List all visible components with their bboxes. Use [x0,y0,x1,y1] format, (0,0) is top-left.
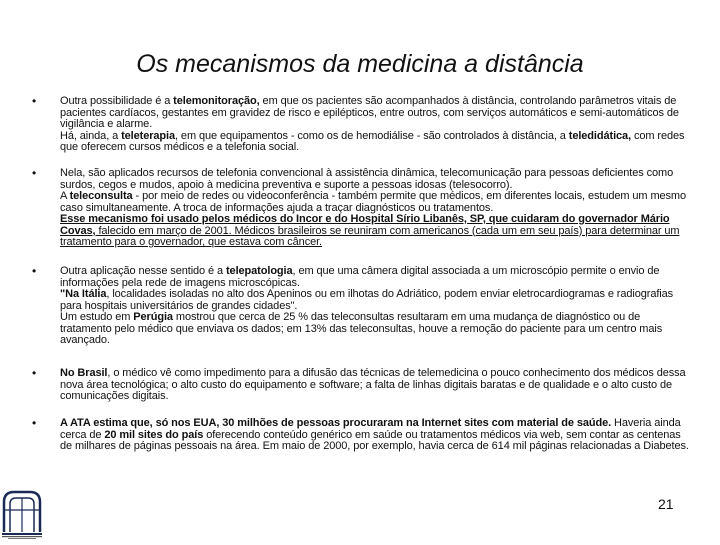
paragraph-telepatologia: Outra aplicação nesse sentido é a telepatologia, em que uma câmera digital associada a um microscópio permite o envio de informações pela rede de imagens microscópicas. "Na Itália, localidades isoladas no alto dos Apeninos ou em ilhotas do Adriático, podem enviar eletrocardiogramas e radiografias para hospitais universitários de grandes cidades". Um estudo em Perúgia mostrou que cerca de 25 % das teleconsultas resultaram em uma mudança de diagnóstico ou de tratamento pelo médico que enviava os dados; em 13% das teleconsultas, houve a remoção do paciente para um centro mais avançado. [60,265,674,346]
paragraph-telemonitoracao: Outra possibilidade é a telemonitoração, em que os pacientes são acompanhados à distância, controlando parâmetros vitais de pacientes cardíacos, gestantes em gravidez de risco e epilépticos, entre outros, com serviços automáticos e semi-automáticos de vigilância e alarme. Há, ainda, a teleterapia, em que equipamentos - como os de hemodiálise - são controlados à distância, a teledidática, com redes que oferecem cursos médicos e a telefonia social. [60,95,685,153]
paragraph-brasil: No Brasil, o médico vê como impedimento para a difusão das técnicas de telemedicina o pouco conhecimento dos médicos dessa nova área tecnológica; o alto custo do equipamento e software; a falta de linhas digitais baratas e de qualidade e o alto custo de comunicações digitais. [60,367,686,402]
paragraph-ata: A ATA estima que, só nos EUA, 30 milhões de pessoas procuraram na Internet sites com material de saúde. Haveria ainda cerca de 20 mil sites do país oferecendo conteúdo genérico em saúde ou tratamentos médicos via web, sem contar as centenas de milhares de páginas pessoais na área. Em maio de 2000, por exemplo, havia cerca de 614 mil páginas relacionadas a Diabetes. [60,417,689,452]
institution-logo [0,488,44,540]
bullet-icon: • [32,366,37,380]
bullet-icon: • [32,416,37,430]
paragraph-teleconsulta: Nela, são aplicados recursos de telefonia convencional à assistência dinâmica, telecomunicação para pessoas deficientes como surdos, cegos e mudos, apoio à medicina preventiva e suporte a pessoas idosas (telesocorro). A teleconsulta - por meio de redes ou videoconferência - também permite que médicos, em diferentes locais, estudem um mesmo caso simultaneamente. A troca de informações ajuda a traçar diagnósticos ou tratamentos. Esse mecanismo foi usado pelos médicos do Incor e do Hospital Sírio Libanês, SP, que cuidaram do governador Mário Covas, falecido em março de 2001. Médicos brasileiros se reuniram com americanos (cada um em seu país) para determinar um tratamento para o governador, que estava com câncer. [60,167,687,248]
bullet-icon: • [32,264,37,278]
bullet-icon: • [32,94,37,108]
bullet-icon: • [32,166,37,180]
page-number: 21 [658,496,674,512]
slide-title: Os mecanismos da medicina a distância [136,50,584,78]
